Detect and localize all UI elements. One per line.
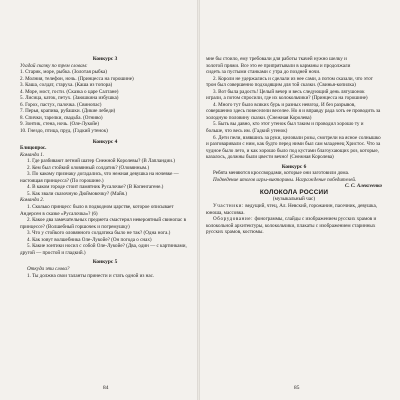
participants-label: Участники: [213,203,244,210]
contest-5-heading: Конкурс 5 [92,259,118,266]
list-item: 3. Каша, солдат, старуха. (Каша из топора) [20,82,113,89]
list-item: 2. Кем был стойкий оловянный солдатик? (Оловянным.) [27,164,150,171]
list-item: 2. Короли не удержались и сделали из нее сами, а потом сказали, что этот трон был совершенно подходящим для той сказки. (Свинья-копилка) [206,75,373,89]
list-item: 1. Сколько принцесс было в подводном царстве, которое описывает Андерсен в сказке «Русалочка»? (6) [20,204,174,217]
right-page [206,56,382,372]
list-item: 1. Где разбивают летний шатер Снежной Королевы? (В Лапландии.) [27,158,175,165]
list-item: 9. Зонтик, стена, ночь. (Оле-Лукойе) [20,121,99,128]
list-item: 4. Много тут было всяких бурь и разных невзгод. И без разрывов, совершенно здесь повеселели веселее. Но я и вправду рада хоть ее проводить за холодную половину сказки. (Снежная Королева) [206,101,381,121]
list-item: 10. Гнездо, птица, пруд. (Гадкий утенок) [20,128,108,135]
list-item: 5. Быть вы давно, кто этот утенок был таким и проводил хорошо ту и больше, что весь им. (Гадкий утенок) [206,121,364,135]
contest-5-task: Откуда эти слова? [27,265,70,272]
contest-4-heading: Конкурс 4 [92,138,118,145]
list-item: 7. Перья, крапива, рубашки. (Дикие лебеди) [20,108,116,115]
page-number-right: 85 [294,385,300,391]
list-item: 8. Спички, тарелки, свадьба. (Огниво) [20,114,103,121]
list-item: 4. Море, мост, гости. (Сказка о царе Салтане) [20,88,119,95]
continuation-line: мне бы стоило, ему требовали для работы ткачей нужно шелку и [206,56,347,62]
article-title: КОЛОКОЛА РОССИИ [259,188,329,196]
equipment-label: Оборудование: [213,216,254,223]
contest-3-task: Угадай сказку по трем словам: [20,62,88,69]
list-item: 3. Вот была радость! Целый вечер и весь следующий день лягушонок играли, а потом спросили, где их колокольчики? (Принцесса на горошине) [206,88,368,102]
contest-6-summary: Подведение итогов игры-викторины. Награждение победителей. [213,176,357,183]
author-name: С. С. Алексеенко [344,183,382,190]
equipment-text: фонограммы, слайды с изображением русских храмов и колокольной архитектуры, колокольчики, плакаты с изображением старинных русских храмов, костюмы. [206,216,377,236]
blitz-heading: Блицопрос. [20,145,47,152]
team-2-questions [20,204,190,256]
page-number-left: 84 [103,385,109,391]
list-item: 2. Молния, телефон, ночь. (Принцесса на горошине) [20,75,134,82]
contest-3-heading: Конкурс 3 [92,56,118,62]
quotes-list [206,76,382,161]
article-subtitle: (музыкальный час) [272,196,316,203]
list-item: 2. Какое два замечательных предмета смастерил невероятный свинопас в принцессе? (Волшебный горшочек и погремушку) [20,217,186,230]
list-item: 3. По какому признаку догадались, что нежная девушка на ночевке — настоящая принцесса? (По горошине.) [20,171,179,184]
list-item: 1. Старик, море, рыбка. (Золотая рыбка) [20,69,107,76]
list-item: 3. Что у стойкого оловянного солдатика было не так? (Одна нога.) [27,230,171,237]
list-item: 1. Ты должна свои таланты принести и стать одной из нас. [27,272,155,279]
book-gutter [197,0,200,400]
list-item: 5. Как звали сказочную Дюймовочку? (Майя.) [27,190,127,197]
participants-text: ведущий, чтец, Ал. Невский, горожанин, пасечник, девушка, юноша, массовка. [206,203,377,216]
team-1-heading: Команда 1. [20,151,45,158]
left-page [20,56,190,372]
team-1-questions [20,158,190,197]
list-item: 6. Дети пели, взявшись за руки, целовали розы, смотрели на ясное солнышко и разговаривали с ним, как будто перед ними был сам младенец Христос. Что за чудное было лето, и как хорошо было под кустами благоухающих роз, которые, казалось, должны были цвести вечно! (Снежная Королева) [206,134,381,161]
contest-3-list [20,69,190,134]
list-item: 4. В каком городе стоит памятник Русалочке? (В Копенгагене.) [27,184,164,191]
team-2-heading: Команда 2. [20,197,45,204]
continuation-line: сидеть за пустыми станками с утра до поздней ночи. [206,69,321,76]
list-item: 6. Горох, пастух, палочка. (Свинопас) [20,101,102,108]
equipment-paragraph [206,216,382,236]
list-item: 5. Лисица, каток, петух. (Заюшкина избушка) [20,95,119,102]
continuation-line: золотой пряжи. Все это ее припрятывали в карманы и продолжали [206,62,351,69]
contest-6-heading: Конкурс 6 [281,163,307,170]
list-item: 4. Как зовут волшебника Оле-Лукойе? (Он погода о снах) [27,236,152,243]
list-item: 5. Какие зонтики носил с собой Оле-Лукойе? (Два, один — с картинками, другой — простой и гладкий.) [20,243,187,256]
contest-6-text: Ребята меняются кроссвордами, которые они заготовили дома. [213,170,350,177]
participants-paragraph [206,203,382,216]
